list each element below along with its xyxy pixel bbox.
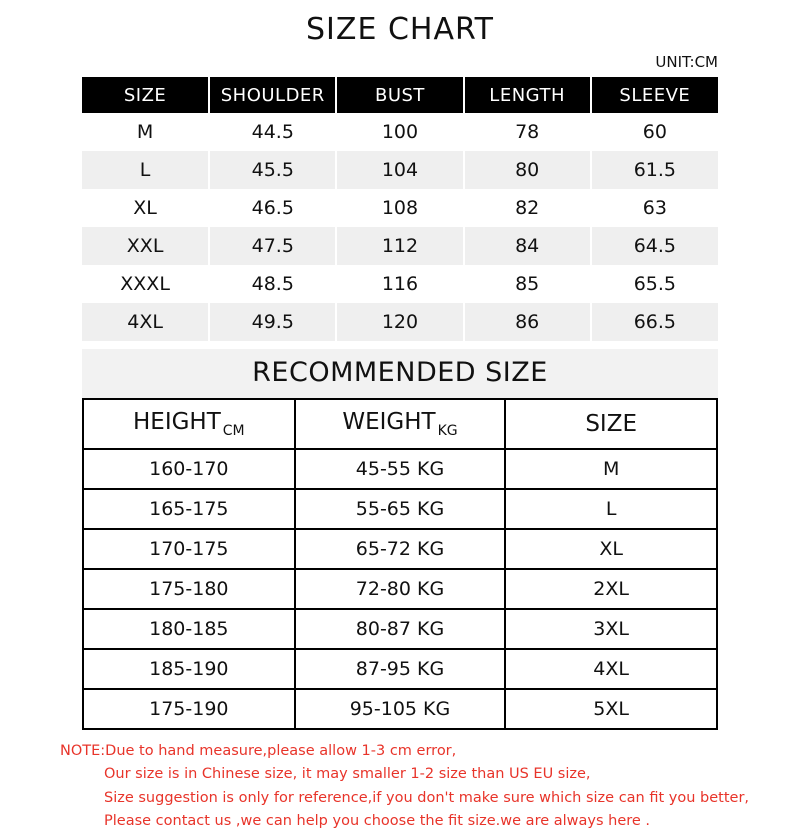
table-row: [82, 151, 718, 189]
table-row: [84, 649, 716, 689]
table-row: [82, 265, 718, 303]
cell-size: 2XL: [505, 569, 716, 609]
cell-sleeve: 63: [591, 189, 718, 227]
recommended-size-banner: RECOMMENDED SIZE: [82, 349, 718, 398]
cell-weight: 72-80 KG: [295, 569, 506, 609]
note-line-1: NOTE:Due to hand measure,please allow 1-3 cm error,: [60, 743, 457, 759]
column-header-size: SIZE: [82, 77, 209, 113]
table-row: [82, 227, 718, 265]
cell-bust: 100: [336, 113, 463, 151]
column-header-shoulder: SHOULDER: [209, 77, 336, 113]
cell-size: 4XL: [82, 303, 209, 341]
size-table-header-row: [82, 77, 718, 113]
recommended-table-container: [82, 398, 718, 730]
cell-weight: 45-55 KG: [295, 449, 506, 489]
column-header-height: [84, 400, 295, 449]
cell-shoulder: 45.5: [209, 151, 336, 189]
cell-sleeve: 64.5: [591, 227, 718, 265]
unit-label: UNIT:CM: [655, 53, 718, 71]
cell-length: 80: [464, 151, 591, 189]
column-header-recsize: [505, 400, 716, 449]
cell-height: 185-190: [84, 649, 295, 689]
cell-length: 86: [464, 303, 591, 341]
column-header-sleeve: SLEEVE: [591, 77, 718, 113]
cell-height: 175-180: [84, 569, 295, 609]
table-row: [84, 569, 716, 609]
cell-bust: 112: [336, 227, 463, 265]
column-header-weight-unit: KG: [437, 422, 458, 439]
cell-shoulder: 48.5: [209, 265, 336, 303]
cell-shoulder: 44.5: [209, 113, 336, 151]
recommended-table-body: [84, 449, 716, 728]
table-row: [84, 689, 716, 728]
cell-height: 175-190: [84, 689, 295, 728]
table-row: [84, 609, 716, 649]
cell-size: XL: [82, 189, 209, 227]
cell-bust: 120: [336, 303, 463, 341]
column-header-weight: [295, 400, 506, 449]
notes-block: [0, 740, 800, 834]
cell-size: M: [82, 113, 209, 151]
cell-size: L: [505, 489, 716, 529]
table-row: [84, 529, 716, 569]
table-row: [82, 303, 718, 341]
size-table-body: [82, 113, 718, 341]
note-line-3: Size suggestion is only for reference,if you don't make sure which size can fit you better,: [104, 789, 750, 806]
table-row: [82, 189, 718, 227]
recommended-table-header-row: [84, 400, 716, 449]
recommended-table: [84, 400, 716, 728]
table-row: [84, 449, 716, 489]
cell-shoulder: 47.5: [209, 227, 336, 265]
cell-height: 170-175: [84, 529, 295, 569]
size-table-head: [82, 77, 718, 113]
cell-height: 160-170: [84, 449, 295, 489]
note-line-4: Please contact us ,we can help you choose the fit size.we are always here .: [104, 813, 651, 830]
cell-bust: 108: [336, 189, 463, 227]
cell-weight: 87-95 KG: [295, 649, 506, 689]
cell-weight: 95-105 KG: [295, 689, 506, 728]
cell-shoulder: 49.5: [209, 303, 336, 341]
cell-size: L: [82, 151, 209, 189]
cell-sleeve: 66.5: [591, 303, 718, 341]
cell-size: M: [505, 449, 716, 489]
cell-size: XXL: [82, 227, 209, 265]
column-header-weight-label: WEIGHT: [342, 409, 436, 436]
cell-sleeve: 65.5: [591, 265, 718, 303]
size-table-container: [82, 77, 718, 341]
cell-sleeve: 60: [591, 113, 718, 151]
column-header-height-label: HEIGHT: [133, 409, 221, 436]
cell-size: XL: [505, 529, 716, 569]
cell-sleeve: 61.5: [591, 151, 718, 189]
table-row: [84, 489, 716, 529]
page-title: SIZE CHART: [306, 12, 494, 47]
column-header-height-unit: CM: [222, 422, 245, 439]
cell-length: 84: [464, 227, 591, 265]
cell-shoulder: 46.5: [209, 189, 336, 227]
cell-size: 5XL: [593, 698, 629, 720]
cell-weight: 55-65 KG: [295, 489, 506, 529]
cell-weight: 80-87 KG: [295, 609, 506, 649]
cell-length: 85: [464, 265, 591, 303]
size-table: [82, 77, 718, 341]
cell-size: 4XL: [505, 649, 716, 689]
cell-bust: 116: [336, 265, 463, 303]
cell-size: 3XL: [505, 609, 716, 649]
note-line-2: Our size is in Chinese size, it may smaller 1-2 size than US EU size,: [104, 766, 591, 783]
cell-height: 165-175: [84, 489, 295, 529]
cell-length: 82: [464, 189, 591, 227]
recommended-table-head: [84, 400, 716, 449]
column-header-recsize-label: SIZE: [585, 411, 637, 437]
column-header-length: LENGTH: [464, 77, 591, 113]
column-header-bust: BUST: [336, 77, 463, 113]
cell-bust: 104: [336, 151, 463, 189]
cell-height: 180-185: [84, 609, 295, 649]
cell-size: XXXL: [82, 265, 209, 303]
table-row: [82, 113, 718, 151]
cell-length: 78: [464, 113, 591, 151]
cell-weight: 65-72 KG: [295, 529, 506, 569]
